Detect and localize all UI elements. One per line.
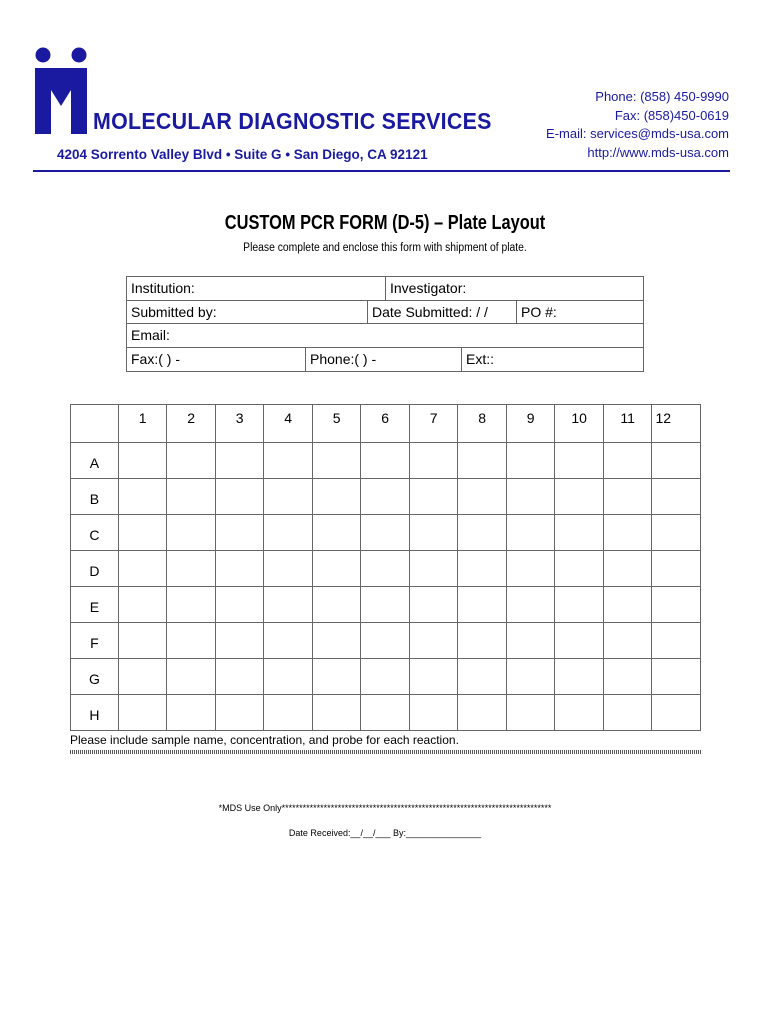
well-cell[interactable]: [167, 479, 216, 515]
well-cell[interactable]: [118, 551, 167, 587]
plate-row: [71, 659, 701, 695]
well-cell[interactable]: [555, 515, 604, 551]
well-cell[interactable]: [506, 587, 555, 623]
well-cell[interactable]: [458, 659, 507, 695]
column-header: 5: [312, 405, 361, 443]
well-cell[interactable]: [652, 479, 701, 515]
well-cell[interactable]: [118, 659, 167, 695]
phone-text: Phone: (858) 450-9990: [595, 89, 729, 104]
well-cell[interactable]: [167, 623, 216, 659]
well-cell[interactable]: [215, 623, 264, 659]
well-cell[interactable]: [652, 659, 701, 695]
well-cell[interactable]: [409, 443, 458, 479]
well-cell[interactable]: [409, 659, 458, 695]
column-header: 4: [264, 405, 313, 443]
well-cell[interactable]: [506, 659, 555, 695]
dotted-separator: [70, 750, 701, 754]
plate-row: [71, 479, 701, 515]
info-row-email: [127, 324, 643, 348]
row-label: E: [71, 587, 119, 623]
well-cell[interactable]: [652, 587, 701, 623]
well-cell[interactable]: [555, 587, 604, 623]
well-cell[interactable]: [215, 587, 264, 623]
header-divider: [33, 170, 730, 172]
well-cell[interactable]: [603, 479, 652, 515]
well-cell[interactable]: [167, 695, 216, 731]
info-row-contact: [127, 348, 643, 372]
plate-row: [71, 443, 701, 479]
well-cell[interactable]: [603, 443, 652, 479]
well-cell[interactable]: [118, 479, 167, 515]
row-label: D: [71, 551, 119, 587]
well-cell[interactable]: [506, 623, 555, 659]
company-address: 4204 Sorrento Valley Blvd • Suite G • San Diego, CA 92121: [57, 147, 428, 162]
well-cell[interactable]: [603, 587, 652, 623]
well-cell[interactable]: [215, 515, 264, 551]
well-cell[interactable]: [555, 551, 604, 587]
well-cell[interactable]: [264, 551, 313, 587]
institution-field[interactable]: Institution:: [131, 280, 195, 296]
well-cell[interactable]: [458, 587, 507, 623]
well-cell[interactable]: [652, 623, 701, 659]
well-cell[interactable]: [458, 515, 507, 551]
column-header: 2: [167, 405, 216, 443]
well-cell[interactable]: [264, 479, 313, 515]
website-link[interactable]: http://www.mds-usa.com: [587, 144, 729, 160]
well-cell[interactable]: [458, 695, 507, 731]
well-cell[interactable]: [603, 659, 652, 695]
column-header: 6: [361, 405, 410, 443]
well-cell[interactable]: [652, 551, 701, 587]
well-cell[interactable]: [312, 443, 361, 479]
well-cell[interactable]: [458, 479, 507, 515]
well-cell[interactable]: [312, 695, 361, 731]
contact-block: [546, 88, 729, 162]
column-header: 12: [652, 405, 701, 443]
well-cell[interactable]: [118, 623, 167, 659]
well-cell[interactable]: [312, 587, 361, 623]
well-cell[interactable]: [652, 695, 701, 731]
well-cell[interactable]: [603, 695, 652, 731]
well-cell[interactable]: [167, 659, 216, 695]
well-cell[interactable]: [409, 479, 458, 515]
column-header: 8: [458, 405, 507, 443]
well-cell[interactable]: [215, 695, 264, 731]
well-cell[interactable]: [312, 515, 361, 551]
email-link[interactable]: E-mail: services@mds-usa.com: [546, 126, 729, 141]
well-cell[interactable]: [603, 551, 652, 587]
well-cell[interactable]: [555, 443, 604, 479]
well-cell[interactable]: [652, 443, 701, 479]
well-cell[interactable]: [409, 695, 458, 731]
well-cell[interactable]: [118, 587, 167, 623]
well-cell[interactable]: [555, 623, 604, 659]
well-cell[interactable]: [215, 479, 264, 515]
well-cell[interactable]: [409, 515, 458, 551]
well-cell[interactable]: [215, 551, 264, 587]
well-cell[interactable]: [118, 695, 167, 731]
submitted-by-field[interactable]: Submitted by:: [131, 303, 217, 320]
well-cell[interactable]: [555, 479, 604, 515]
date-received-line: Date Received:__/__/___ By:_______________: [288, 828, 482, 838]
investigator-field[interactable]: Investigator:: [385, 277, 645, 300]
po-field[interactable]: PO #:: [516, 301, 645, 324]
phone-field[interactable]: Phone:( ) -: [305, 348, 461, 372]
well-cell[interactable]: [264, 515, 313, 551]
row-label: C: [71, 515, 119, 551]
well-cell[interactable]: [264, 587, 313, 623]
well-cell[interactable]: [312, 659, 361, 695]
fax-field[interactable]: Fax:( ) -: [131, 350, 180, 367]
plate-row: [71, 587, 701, 623]
well-cell[interactable]: [361, 479, 410, 515]
well-cell[interactable]: [409, 551, 458, 587]
well-cell[interactable]: [312, 551, 361, 587]
row-label: G: [71, 659, 119, 695]
row-label: A: [71, 443, 119, 479]
well-cell[interactable]: [264, 623, 313, 659]
well-cell[interactable]: [361, 623, 410, 659]
well-cell[interactable]: [409, 587, 458, 623]
form-subtitle: Please complete and enclose this form with shipment of plate.: [243, 242, 527, 254]
well-cell[interactable]: [361, 587, 410, 623]
well-cell[interactable]: [264, 443, 313, 479]
fax-text: Fax: (858)450-0619: [614, 107, 729, 123]
mds-logo: [33, 44, 91, 136]
column-header: 1: [118, 405, 167, 443]
info-row-institution: [127, 277, 643, 301]
plate-row: [71, 695, 701, 731]
column-header: 3: [215, 405, 264, 443]
well-cell[interactable]: [458, 623, 507, 659]
well-cell[interactable]: [264, 659, 313, 695]
well-cell[interactable]: [555, 659, 604, 695]
well-cell[interactable]: [312, 623, 361, 659]
well-cell[interactable]: [167, 443, 216, 479]
well-cell[interactable]: [361, 659, 410, 695]
well-cell[interactable]: [506, 479, 555, 515]
form-title: CUSTOM PCR FORM (D-5) – Plate Layout: [224, 212, 546, 234]
well-cell[interactable]: [264, 695, 313, 731]
mds-use-only-label: *MDS Use Only*****************************************************************************: [218, 803, 552, 813]
column-header: 10: [555, 405, 604, 443]
well-cell[interactable]: [361, 551, 410, 587]
column-header: 9: [506, 405, 555, 443]
well-cell[interactable]: [409, 623, 458, 659]
well-cell[interactable]: [603, 623, 652, 659]
well-cell[interactable]: [458, 551, 507, 587]
column-header: 11: [603, 405, 652, 443]
well-cell[interactable]: [361, 515, 410, 551]
well-cell[interactable]: [312, 479, 361, 515]
plate-row: [71, 551, 701, 587]
well-cell[interactable]: [506, 515, 555, 551]
corner-cell: [71, 405, 119, 443]
well-cell[interactable]: [167, 515, 216, 551]
well-cell[interactable]: [361, 443, 410, 479]
well-cell[interactable]: [603, 515, 652, 551]
well-cell[interactable]: [458, 443, 507, 479]
ext-field[interactable]: Ext::: [461, 348, 645, 372]
well-cell[interactable]: [167, 551, 216, 587]
well-cell[interactable]: [118, 443, 167, 479]
row-label: H: [71, 695, 119, 731]
plate-layout-grid: [70, 404, 701, 731]
row-label: B: [71, 479, 119, 515]
well-cell[interactable]: [118, 515, 167, 551]
plate-header-row: [71, 405, 701, 443]
plate-row: [71, 515, 701, 551]
date-submitted-field[interactable]: Date Submitted: / /: [367, 301, 516, 324]
well-cell[interactable]: [167, 587, 216, 623]
well-cell[interactable]: [555, 695, 604, 731]
column-header: 7: [409, 405, 458, 443]
well-cell[interactable]: [652, 515, 701, 551]
well-cell[interactable]: [361, 695, 410, 731]
well-cell[interactable]: [506, 443, 555, 479]
well-cell[interactable]: [215, 443, 264, 479]
email-field[interactable]: Email:: [131, 327, 170, 343]
company-name: MOLECULAR DIAGNOSTIC SERVICES: [93, 108, 492, 134]
info-row-submitted: [127, 301, 643, 325]
instructions-note: Please include sample name, concentration, and probe for each reaction.: [70, 733, 459, 747]
row-label: F: [71, 623, 119, 659]
submitter-info-box: [126, 276, 644, 372]
well-cell[interactable]: [215, 659, 264, 695]
well-cell[interactable]: [506, 551, 555, 587]
plate-row: [71, 623, 701, 659]
well-cell[interactable]: [506, 695, 555, 731]
